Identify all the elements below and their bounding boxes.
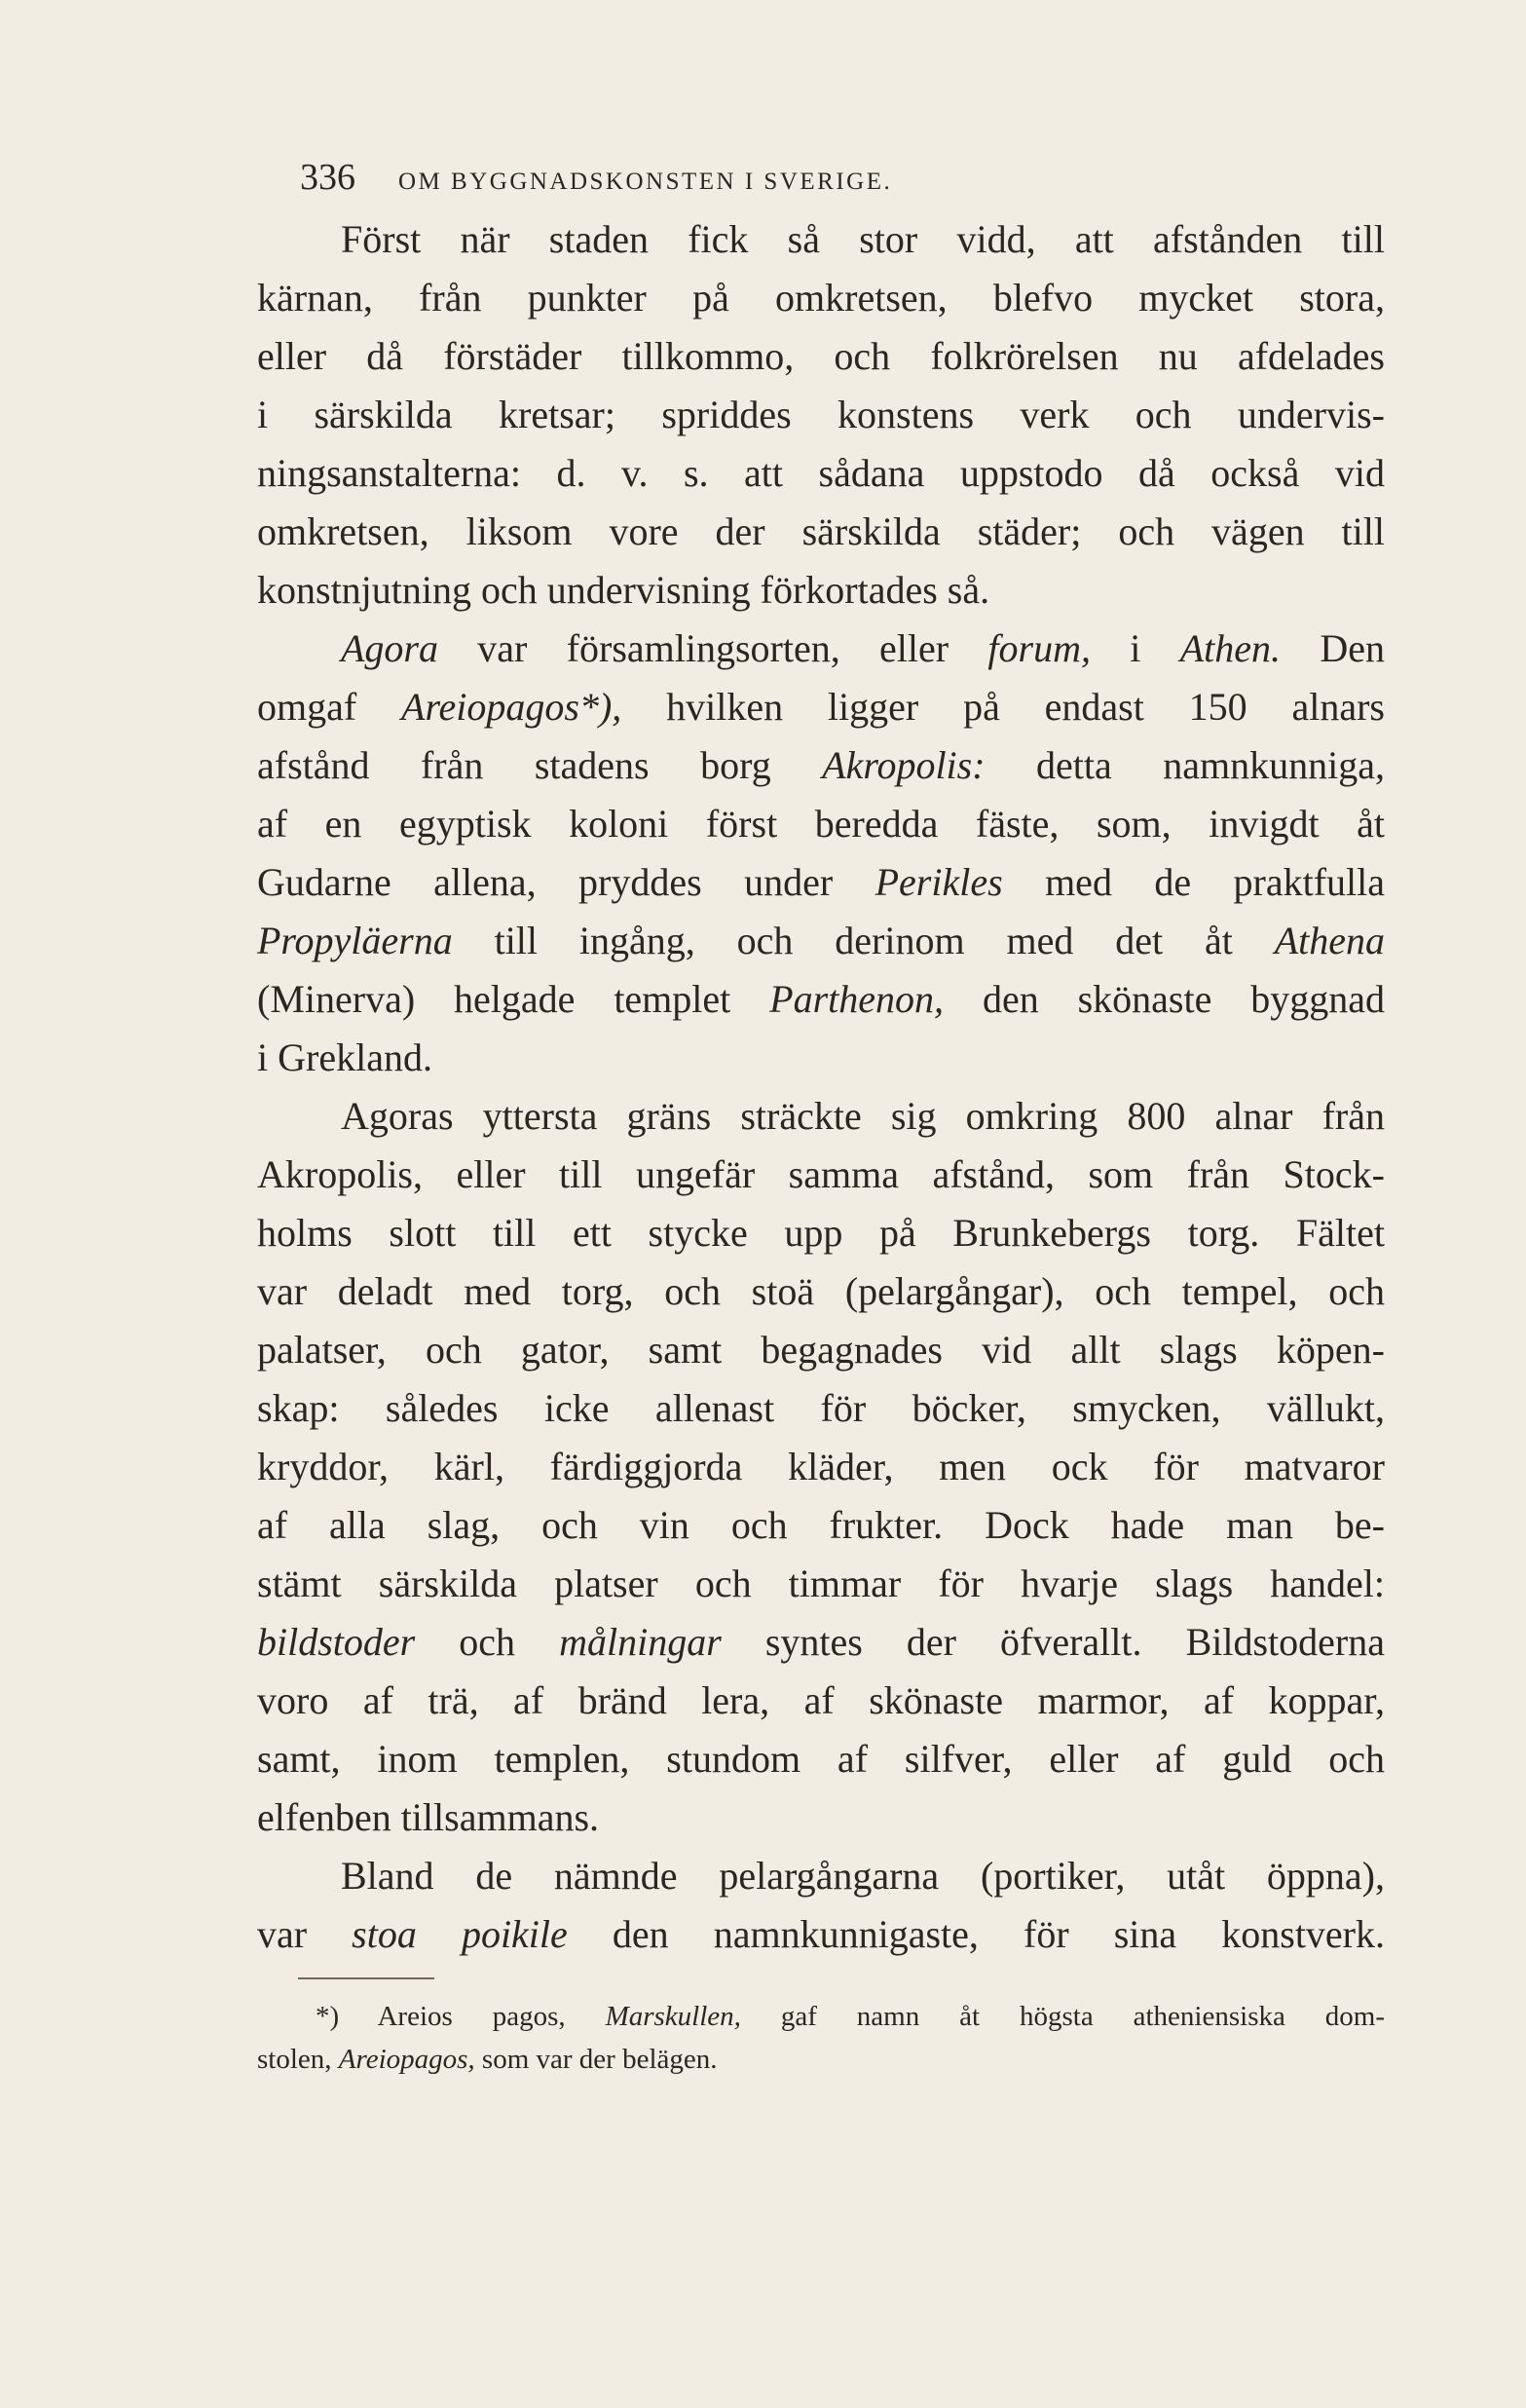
text-line: palatser, och gator, samt begagnades vid allt slags köpen- — [257, 1328, 1385, 1372]
italic-term: Perikles — [875, 860, 1003, 904]
italic-term: Agora — [341, 626, 438, 670]
text-run: hvilken ligger på endast 150 alnars — [621, 685, 1385, 729]
text-run: (Minerva) helgade templet — [257, 977, 770, 1021]
footnote-rule — [298, 1977, 434, 1979]
italic-term: Areiopagos, — [338, 2044, 475, 2075]
italic-term: Propyläerna — [257, 919, 453, 962]
text-line: Agoras yttersta gräns sträckte sig omkring 800 alnar från — [341, 1094, 1385, 1138]
italic-term: Athen. — [1179, 626, 1282, 670]
text-run: Gudarne allena, pryddes under — [257, 860, 875, 904]
text-run: *) Areios pagos, — [316, 2001, 606, 2032]
text-line: af alla slag, och vin och frukter. Dock hade man be- — [257, 1503, 1385, 1547]
text-run: stolen, — [257, 2044, 339, 2075]
text-run: syntes der öfverallt. Bildstoderna — [721, 1620, 1385, 1664]
text-run: i — [1091, 626, 1180, 670]
text-run: till ingång, och derinom med det åt — [452, 919, 1275, 962]
text-line: voro af trä, af bränd lera, af skönaste marmor, af koppar, — [257, 1678, 1385, 1722]
text-run: som var der belägen. — [474, 2044, 718, 2075]
text-line: samt, inom templen, stundom af silfver, eller af guld och — [257, 1737, 1385, 1781]
italic-term: forum, — [987, 626, 1091, 670]
text-line — [257, 853, 1385, 912]
text-run: afstånd från stadens borg — [257, 743, 823, 787]
text-run: Den — [1281, 626, 1385, 670]
text-line: i särskilda kretsar; spriddes konstens verk och undervis- — [257, 393, 1385, 436]
italic-term: bildstoder — [257, 1620, 416, 1664]
text-run: den namnkunnigaste, för sina konstverk. — [567, 1912, 1386, 1956]
text-line: skap: således icke allenast för böcker, smycken, vällukt, — [257, 1386, 1385, 1430]
text-line: kryddor, kärl, färdiggjorda kläder, men ock för matvaror — [257, 1445, 1385, 1488]
text-run: var församlingsorten, eller — [438, 626, 988, 670]
text-line — [257, 736, 1385, 795]
text-line: Bland de nämnde pelargångarna (portiker, utåt öppna), — [341, 1854, 1385, 1898]
text-run: gaf namn åt högsta atheniensiska dom- — [740, 2001, 1386, 2032]
text-line: stämt särskilda platser och timmar för hvarje slags handel: — [257, 1561, 1385, 1605]
text-line — [257, 912, 1385, 970]
text-line — [257, 678, 1385, 736]
italic-term: Marskullen, — [605, 2001, 741, 2032]
text-line — [257, 620, 1385, 678]
text-run: och — [415, 1620, 560, 1664]
body-text — [257, 210, 1385, 1964]
text-line — [257, 1905, 1385, 1964]
page-header — [300, 156, 892, 199]
footnote — [257, 1995, 1385, 2081]
italic-term: stoa poikile — [352, 1912, 568, 1956]
text-line: Akropolis, eller till ungefär samma afstånd, som från Stock- — [257, 1152, 1385, 1196]
text-line: kärnan, från punkter på omkretsen, blefvo mycket stora, — [257, 276, 1385, 320]
text-run: med de praktfulla — [1002, 860, 1386, 904]
italic-term: Athena — [1274, 919, 1385, 962]
text-line: i Grekland. — [257, 1035, 432, 1079]
running-head: OM BYGGNADSKONSTEN I SVERIGE. — [398, 169, 893, 195]
text-line — [257, 970, 1385, 1029]
text-line: Först när staden fick så stor vidd, att afstånden till — [341, 217, 1385, 261]
text-run: omgaf — [257, 685, 402, 729]
text-run: detta namnkunniga, — [985, 743, 1385, 787]
text-run: var — [257, 1912, 353, 1956]
text-line — [257, 1613, 1385, 1672]
page-number: 336 — [300, 157, 355, 198]
text-line: var deladt med torg, och stoä (pelargångar), och tempel, och — [257, 1269, 1385, 1313]
text-line: ningsanstalterna: d. v. s. att sådana uppstodo då också vid — [257, 451, 1385, 495]
text-line: eller då förstäder tillkommo, och folkrörelsen nu afdelades — [257, 334, 1385, 378]
italic-term: Parthenon, — [769, 977, 945, 1021]
italic-term: Areiopagos*), — [401, 685, 622, 729]
text-line: holms slott till ett stycke upp på Brunkebergs torg. Fältet — [257, 1211, 1385, 1255]
text-line: elfenben tillsammans. — [257, 1795, 600, 1839]
footnote-line — [257, 2038, 1385, 2081]
text-run: den skönaste byggnad — [944, 977, 1385, 1021]
italic-term: Akropolis: — [822, 743, 986, 787]
text-line: omkretsen, liksom vore der särskilda städer; och vägen till — [257, 509, 1385, 553]
text-line: af en egyptisk koloni först beredda fäste, som, invigdt åt — [257, 802, 1385, 846]
text-line: konstnjutning och undervisning förkortades så. — [257, 568, 990, 612]
footnote-line — [257, 1995, 1385, 2038]
italic-term: målningar — [559, 1620, 722, 1664]
